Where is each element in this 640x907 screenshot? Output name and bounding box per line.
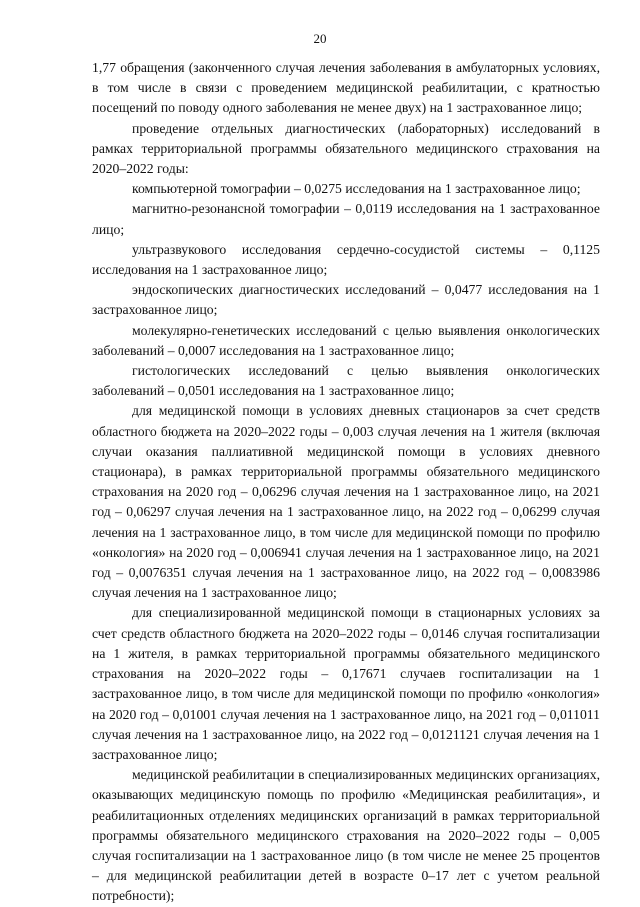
paragraph-ambulatory-visits: 1,77 обращения (законченного случая лечения заболевания в амбулаторных условиях, в том числе в связи с проведением медицинской реабилитации, с кратностью посещений по поводу одного заболевания не менее двух) на 1 застрахованное лицо; bbox=[92, 60, 600, 116]
body-text bbox=[92, 58, 600, 907]
paragraph-histological: гистологических исследований с целью выявления онкологических заболеваний – 0,0501 исследования на 1 застрахованное лицо; bbox=[92, 363, 600, 399]
paragraph-inpatient: для специализированной медицинской помощи в стационарных условиях за счет средств областного бюджета на 2020–2022 годы – 0,0146 случая госпитализации на 1 жителя, в рамках территориальной программы обязательного медицинского страхования на 2020–2022 годы – 0,17671 случаев госпитализации на 1 застрахованное лицо, в том числе для медицинской помощи по профилю «онкология» на 2020 год – 0,01001 случая лечения на 1 застрахованное лицо, на 2021 год – 0,011011 случая лечения на 1 застрахованное лицо, на 2022 год – 0,0121121 случая лечения на 1 застрахованное лицо; bbox=[92, 605, 600, 762]
paragraph-molecular-genetic: молекулярно-генетических исследований с целью выявления онкологических заболеваний – 0,0007 исследования на 1 застрахованное лицо; bbox=[92, 322, 600, 358]
paragraph-mri: магнитно-резонансной томографии – 0,0119 исследования на 1 застрахованное лицо; bbox=[92, 201, 600, 237]
paragraph-diagnostics-intro: проведение отдельных диагностических (лабораторных) исследований в рамках территориальной программы обязательного медицинского страхования на 2020–2022 годы: bbox=[92, 120, 600, 177]
paragraph-endoscopy: эндоскопических диагностических исследований – 0,0477 исследования на 1 застрахованное лицо; bbox=[92, 282, 600, 318]
paragraph-ultrasound: ультразвукового исследования сердечно-сосудистой системы – 0,1125 исследования на 1 застрахованное лицо; bbox=[92, 241, 600, 278]
paragraph-rehabilitation: медицинской реабилитации в специализированных медицинских организациях, оказывающих медицинскую помощь по профилю «Медицинская реабилитация», и реабилитационных отделениях медицинских организаций в рамках территориальной программы обязательного медицинского страхования на 2020–2022 годы – 0,005 случая госпитализации на 1 застрахованное лицо (в том числе не менее 25 процентов – для медицинской реабилитации детей в возрасте 0–17 лет с учетом реальной потребности); bbox=[92, 767, 600, 904]
page-number: 20 bbox=[313, 31, 327, 46]
paragraph-ct: компьютерной томографии – 0,0275 исследования на 1 застрахованное лицо; bbox=[132, 181, 581, 197]
paragraph-day-hospital: для медицинской помощи в условиях дневных стационаров за счет средств областного бюджета на 2020–2022 годы – 0,003 случая лечения на 1 жителя (включая случаи оказания паллиативной медицинской помощи в условиях дневного стационара), в рамках территориальной программы обязательного медицинского страхования на 2020 год – 0,06296 случая лечения на 1 застрахованное лицо, на 2021 год – 0,06297 случая лечения на 1 застрахованное лицо, на 2022 год – 0,06299 случая лечения на 1 застрахованное лицо, в том числе для медицинской помощи по профилю «онкология» на 2020 год – 0,006941 случая лечения на 1 застрахованное лицо, на 2021 год – 0,0076351 случая лечения на 1 застрахованное лицо, на 2022 год – 0,0083986 случая лечения на 1 застрахованное лицо; bbox=[92, 403, 600, 601]
